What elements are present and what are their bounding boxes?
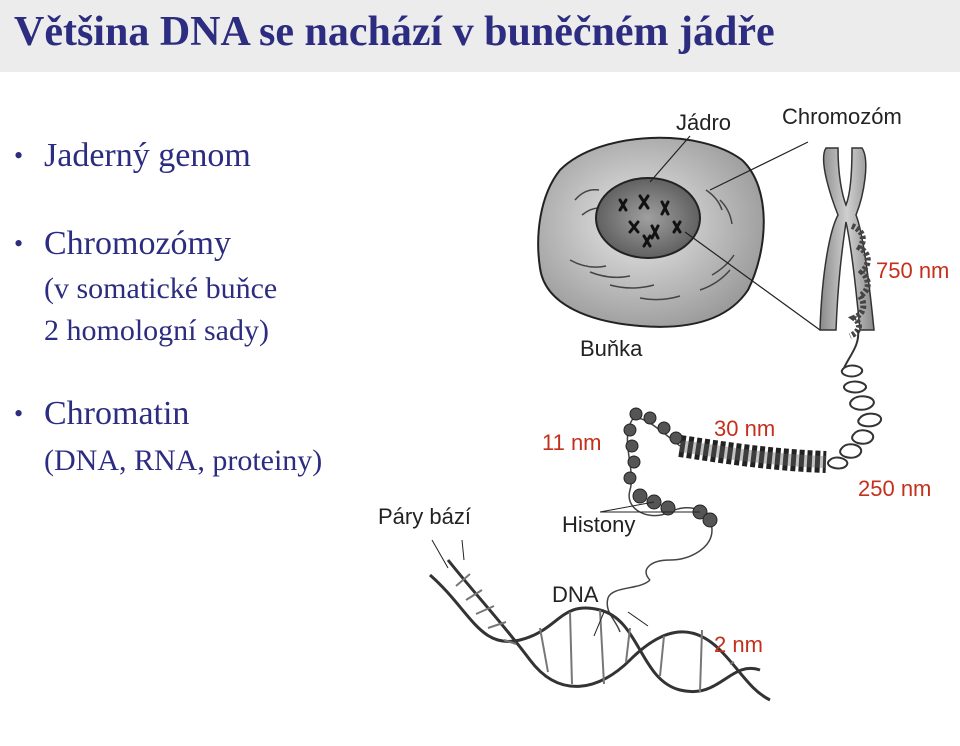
bullet-text: Chromozómy xyxy=(44,225,231,262)
bullet-subtext: (v somatické buňce xyxy=(44,272,278,305)
fiber-30nm xyxy=(680,446,826,462)
label-250nm: 250 nm xyxy=(858,476,932,501)
chromosome-illustration xyxy=(820,148,874,336)
label-histones: Histony xyxy=(562,512,636,537)
label-2nm: 2 nm xyxy=(714,632,763,657)
slide-title: Většina DNA se nachází v buněčném jádře xyxy=(14,9,775,55)
label-base-pairs: Páry bází xyxy=(378,504,471,529)
dna-double-helix xyxy=(430,560,770,700)
label-pointers xyxy=(432,540,648,636)
bullet-icon: • xyxy=(14,399,24,428)
bullet-text: Jaderný genom xyxy=(44,137,251,174)
nucleus-illustration xyxy=(596,178,700,258)
bullet-subtext: 2 homologní sady) xyxy=(44,314,269,347)
coil-250nm xyxy=(828,330,881,468)
bullet-subtext: (DNA, RNA, proteiny) xyxy=(44,444,323,477)
label-11nm: 11 nm xyxy=(542,430,602,455)
label-cell: Buňka xyxy=(580,336,643,361)
label-750nm: 750 nm xyxy=(876,258,950,283)
label-dna: DNA xyxy=(552,582,599,607)
label-30nm: 30 nm xyxy=(714,416,776,441)
label-nucleus: Jádro xyxy=(676,110,732,135)
bullet-text: Chromatin xyxy=(44,395,190,432)
label-chromosome: Chromozóm xyxy=(782,104,902,129)
bullet-icon: • xyxy=(14,141,24,170)
bullet-icon: • xyxy=(14,229,24,258)
